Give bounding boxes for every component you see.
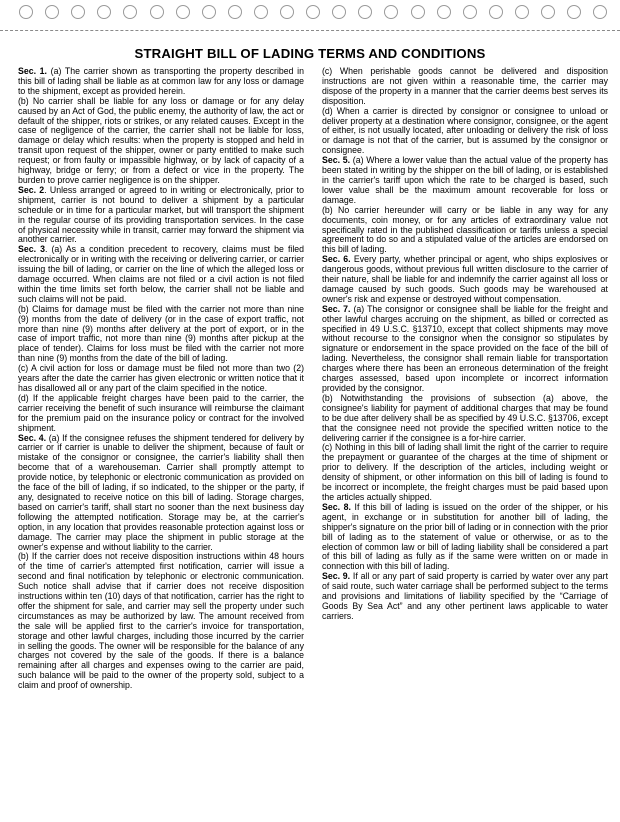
terms-paragraph <box>322 67 608 107</box>
feed-hole <box>71 5 85 19</box>
section-label: Sec. 1. <box>18 66 47 76</box>
section-label: Sec. 5. <box>322 155 351 166</box>
feed-hole <box>437 5 451 19</box>
paragraph-text: If all or any part of said property is carried by water over any part of said route, such water carriage shall be performed subject to the terms and provisions and limitations of liability specified by the “Carriage of Goods By Sea Act” and any other pertinent laws applicable to water carriers. <box>322 571 609 621</box>
feed-hole <box>228 5 242 19</box>
section-label: Sec. 9. <box>322 571 351 582</box>
feed-hole <box>332 5 346 19</box>
terms-paragraph <box>322 107 608 157</box>
feed-hole <box>254 5 268 19</box>
section-label: Sec. 7. <box>322 303 351 314</box>
terms-paragraph <box>322 305 608 394</box>
paragraph-text: (d) If the applicable freight charges have been paid to the carrier, the carrier receiving the benefit of such insurance will reimburse the claimant for the premium paid on the insurance policy or contract for the involved shipment. <box>18 392 304 433</box>
tractor-feed-strip <box>0 0 620 28</box>
paragraph-text: (a) Where a lower value than the actual value of the property has been stated in writing by the shipper on the bill of lading, or is established in the carrier's tariff upon which the rate to be charged is based, such lower value shall be the maximum amount recoverable for loss or damage. <box>322 155 608 205</box>
paragraph-text: (b) Notwithstanding the provisions of subsection (a) above, the consignee's liability for payment of additional charges that may be found to be due after delivery shall be as specified by 49 U.S.C. §13706, except that the consignee need not provide the specified written notice to the delivering carrier if the consignee is a for-hire carrier. <box>322 392 608 443</box>
terms-paragraph <box>322 503 608 572</box>
terms-paragraph <box>322 572 608 622</box>
terms-paragraph <box>18 552 304 691</box>
terms-paragraph <box>322 156 608 206</box>
terms-paragraph <box>18 245 304 304</box>
section-label: Sec. 8. <box>322 501 351 512</box>
feed-hole <box>45 5 59 19</box>
paragraph-text: (b) If the carrier does not receive disposition instructions within 48 hours of the time of carrier's attempted first notification, carrier will issue a second and final notification by telephonic or electronic communication. Such notice shall advise that if carrier does not receive disposition instructions within ten (10) days of that notification, carrier has the right to offer the shipment for sale, and carrier may sell the property under such circumstances as may be authorized by law. The amount received from the sale will be applied first to the carrier's invoice for transportation, storage and other lawful charges, including those incurred by the carrier in selling the goods. The owner will be responsible for the balance of any charges not covered by the sale of the goods. If there is a balance remaining after all charges and expenses owing to the carrier are paid, such balance will be paid to the owner of the property sold, subject to a claim and proof of ownership. <box>18 551 304 691</box>
feed-hole <box>515 5 529 19</box>
terms-paragraph <box>322 443 608 502</box>
terms-paragraph <box>18 186 304 245</box>
terms-paragraph <box>18 394 304 434</box>
paragraph-text: (a) The consignor or consignee shall be liable for the freight and other lawful charges accruing on the shipment, as billed or corrected as specified in 49 U.S.C. §13710, except that collect shipments may move without recourse to the consignor when the consignor so stipulates by signature or endorsement in the space provided on the face of the bill of lading. Nevertheless, the consignor shall remain liable for transportation charges where there has been an erroneous determination of the freight charges assessed, based upon incomplete or incorrect information provided by the consignor. <box>322 303 608 393</box>
feed-hole <box>176 5 190 19</box>
feed-hole <box>541 5 555 19</box>
feed-hole <box>463 5 477 19</box>
terms-column-right <box>322 67 608 691</box>
feed-hole <box>150 5 164 19</box>
perforation-line <box>0 30 620 31</box>
paragraph-text: . (a) As a condition precedent to recovery, claims must be filed electronically or in writing with the receiving or delivering carrier, or carrier issuing the bill of lading, or carrier on the line of which the alleged loss or damage occurred. When claims are not filed or a civil action is not filed within the time limits set forth below, the carrier shall not be liable and such claims will not be paid. <box>18 244 304 304</box>
paragraph-text: (a) If the consignee refuses the shipment tendered for delivery by carrier or if carrier is unable to deliver the shipment, because of fault or mistake of the consignor or consignee, the carrier's liability shall then become that of a warehouseman. Carrier shall promptly attempt to provide notice, by telephonic or electronic communication as provided on the face of the bill of lading, if so indicated, to the shipper or the party, if any, designated to receive notice on this bill of lading. Storage charges, based on carrier's tariff, shall start no sooner than the next business day following the attempted notification. Storage may be, at the carrier's option, in any location that provides reasonable protection against loss or damage. The carrier may place the shipment in public storage at the owner's expense and without liability to the carrier. <box>18 432 304 552</box>
feed-hole <box>384 5 398 19</box>
terms-paragraph <box>18 305 304 364</box>
section-label: Sec. 4. <box>18 432 47 443</box>
feed-hole <box>489 5 503 19</box>
paragraph-text: (b) No carrier shall be liable for any loss or damage or for any delay caused by an Act of God, the public enemy, the authority of law, the act or default of the shipper, riots or strikes, or any related causes. Except in the case of negligence of the carrier, the carrier shall not be liable for loss, damage or delay which results: when the property is stopped and held in transit upon request of the shipper, owner or party entitled to make such request; or from faulty or impassible highway, or by lack of capacity of a highway, bridge or ferry; or from a defect or vice in the property. The burden to prove carrier negligence is on the shipper. <box>18 95 304 185</box>
feed-hole <box>97 5 111 19</box>
feed-hole <box>306 5 320 19</box>
paragraph-text: (a) The carrier shown as transporting the property described in this bill of lading shall be liable as at common law for any loss or damage to the shipment, except as provided herein. <box>18 66 304 96</box>
terms-paragraph <box>18 67 304 97</box>
section-label: Sec. 3 <box>18 244 45 255</box>
terms-paragraph <box>18 364 304 394</box>
terms-paragraph <box>322 394 608 444</box>
paragraph-text: (c) When perishable goods cannot be delivered and disposition instructions are not given within a reasonable time, the carrier may dispose of the property in a manner that the carrier deems best serves its disposition. <box>322 66 608 106</box>
paragraph-text: (c) A civil action for loss or damage must be filed not more than two (2) years after the date the carrier has given electronic or written notice that it has disallowed all or any part of the claim specified in the notice. <box>18 363 304 393</box>
terms-paragraph <box>18 97 304 186</box>
terms-paragraph <box>322 255 608 305</box>
terms-body <box>18 67 608 691</box>
paragraph-text: Every party, whether principal or agent, who ships explosives or dangerous goods, without previous full written disclosure to the carrier of their nature, shall be liable for and indemnify the carrier against all loss or damage caused by such goods. Such goods may be warehoused at owner's risk and expense or destroyed without compensation. <box>322 254 608 304</box>
paragraph-text: (b) Claims for damage must be filed with the carrier not more than nine (9) months from the date of delivery (or in the case of export traffic, not more than nine (9) months after delivery at the port of export, or in the case of import traffic, not more than nine (9) months after pickup at the place of tender). Claims for loss must be filed with the carrier not more than nine (9) months from the date of the bill of lading. <box>18 303 304 364</box>
section-label: Sec. 6. <box>322 254 351 265</box>
feed-hole <box>123 5 137 19</box>
terms-paragraph <box>322 206 608 256</box>
section-label: Sec. 2 <box>18 184 45 195</box>
terms-column-left <box>18 67 304 691</box>
feed-hole <box>593 5 607 19</box>
paragraph-text: (b) No carrier hereunder will carry or be liable in any way for any documents, coin money, or for any articles of extraordinary value not specifically rated in the published classification or tariffs unless a special agreement to do so and a stipulated value of the articles are endorsed on this bill of lading. <box>322 204 608 255</box>
feed-hole <box>358 5 372 19</box>
paragraph-text: . Unless arranged or agreed to in writing or electronically, prior to shipment, carrier is not bound to deliver a shipment by a particular schedule or in time for a particular market, but will transport the shipment in the regular course of its providing transportation services. In the case of physical necessity while in transit, carrier may forward the shipment via another carrier. <box>18 184 304 245</box>
terms-paragraph <box>18 434 304 553</box>
paragraph-text: If this bill of lading is issued on the order of the shipper, or his agent, in exchange or in substitution for another bill of lading, the shipper's signature on the prior bill of lading or in connection with the prior bill of lading as to the statement of value or otherwise, or as to the election of common law or bill of lading liability shall be considered a part of this bill of lading as fully as if the same were written on or made in connection with this bill of lading. <box>322 501 608 572</box>
feed-hole <box>280 5 294 19</box>
feed-hole <box>411 5 425 19</box>
document-title: STRAIGHT BILL OF LADING TERMS AND CONDITIONS <box>134 46 486 61</box>
paragraph-text: (d) When a carrier is directed by consignor or consignee to unload or deliver property at a destination where consignor, consignee, or the agent of either, is not usually located, after unloading or delivery the risk of loss or damage is not that of the carrier, but is assumed by the consignor or consignee. <box>322 105 608 156</box>
feed-hole <box>567 5 581 19</box>
feed-hole <box>202 5 216 19</box>
paragraph-text: (c) Nothing in this bill of lading shall limit the right of the carrier to require the prepayment or guarantee of the charges at the time of shipment or prior to delivery. If the description of the articles, including weight or density of shipment, or other information on this bill of lading is found to be incorrect or incomplete, the freight charges must be paid based upon the articles actually shipped. <box>322 442 608 502</box>
feed-hole <box>19 5 33 19</box>
